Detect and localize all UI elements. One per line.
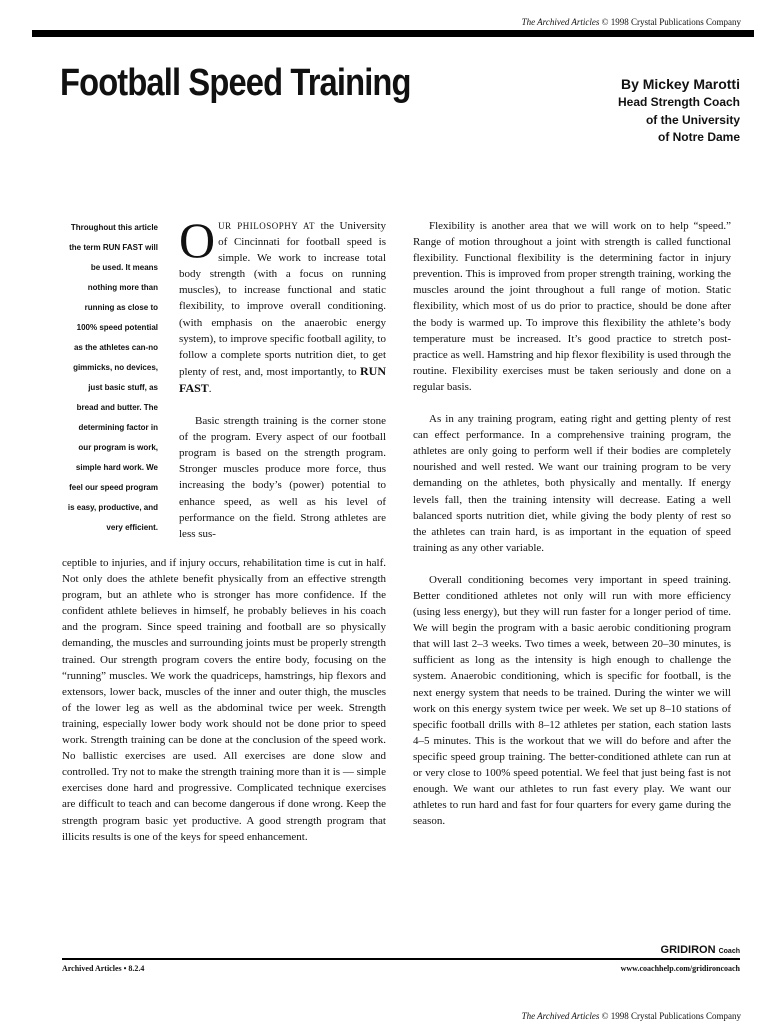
gridiron-coach-logo — [661, 944, 740, 956]
intro-text: the University of Cincinnati for football speed is simple. We work to increase total body strength (with a focus on running muscles), to increase functional and static flexibility, to improve overall conditioning. (with emphasis on the anaerobic energy system), to improve specific football agility, to follow a complete sports nutrition diet, to get plenty of rest, and, most importantly, to — [179, 220, 386, 378]
paragraph-strength-bottom: ceptible to injuries, and if injury occurs, rehabilitation time is cut in half. Not only does the athlete benefit physically from an effective strength program, but an athlete who is stronger has more confidence. If the confident athlete believes in himself, he probably believes in his coach and the program. Since speed training and football are so physically demanding, the muscles and surrounding joints must be properly strength trained. Our strength program covers the entire body, focusing on the “running” muscles. We work the quadriceps, hamstrings, hip flexors and extensors, lower back, muscles of the inner and outer thigh, the muscles of the lower leg as well as the abdominal twice per week. Strength training, especially lower body work should not be done prior to speed work. Strength training can be done at the conclusion of the speed work. No ballistic exercises are used. All exercises are done slow and controlled. Try not to make the strength training more than it is — simple exercises done hard and progressive. Complicated technique exercises are difficult to teach and can become dangerous if done wrong. Keep the strength program basic yet productive. A good strength program that illicits results is one of the keys for speed enhancement. — [62, 557, 386, 843]
article-title: Football Speed Training — [60, 62, 411, 104]
header-credit — [522, 17, 741, 27]
sidebar-line: feel our speed program — [69, 483, 158, 492]
top-rule — [32, 30, 754, 37]
sidebar-line: the term RUN FAST will — [69, 243, 158, 252]
header-publication: The Archived Articles — [521, 17, 600, 27]
footer-page-ref: Archived Articles • 8.2.4 — [62, 964, 145, 973]
paragraph-gap — [413, 556, 731, 572]
column-2 — [413, 218, 731, 829]
sidebar-line: is easy, productive, and — [67, 503, 158, 512]
column-1-bottom — [62, 555, 386, 845]
sidebar-line: be used. It means — [90, 263, 158, 272]
run-fast-emphasis: RUN FAST — [179, 363, 386, 395]
sidebar-line: very efficient. — [106, 523, 158, 532]
column-1-top — [179, 212, 386, 542]
paragraph-gap — [179, 397, 386, 413]
paragraph-conditioning: Overall conditioning becomes very important in speed training. Better conditioned athletes not only will run with more efficiency (using less energy), but they will run faster for a longer period of time. We will begin the program with a basic aerobic conditioning program that will last 2–3 weeks. Two times a week, between 20–30 minutes, is sufficient as long as the intensity is high enough to challenge the system. Anaerobic conditioning, which is specific for football, is the next energy system that needs to be trained. During the winter we will work on this energy system twice per week. We set up 8–10 stations of specific football drills with 8–12 athletes per station, each station lasts 4–5 minutes. This is the workout that we will do before and after the specific speed group training. The better-conditioned athlete can run at or very close to 100% speed potential. We feel that just being fast is not enough. We want our athletes to run fast every play. We want our athletes to run hard and fast for four quarters for every game during the season. — [413, 573, 731, 828]
bottom-copyright: © 1998 Crystal Publications Company — [601, 1011, 741, 1021]
byline-author: By Mickey Marotti — [620, 76, 740, 92]
byline — [618, 74, 740, 147]
sidebar-note — [62, 218, 158, 538]
intro-small-caps: UR PHILOSOPHY AT — [218, 221, 315, 231]
sidebar-line: our program is work, — [78, 443, 158, 452]
sidebar-line: just basic stuff, as — [88, 383, 158, 392]
sidebar-line: nothing more than — [87, 283, 158, 292]
sidebar-line: gimmicks, no devices, — [73, 363, 158, 372]
paragraph-intro — [179, 212, 386, 397]
sidebar-line: simple hard work. We — [75, 463, 158, 472]
byline-role-line: of the University — [645, 112, 740, 127]
footer-url[interactable]: www.coachhelp.com/gridironcoach — [620, 964, 740, 973]
drop-cap: O — [179, 212, 216, 268]
sidebar-line: as the athletes can-no — [73, 343, 158, 352]
sidebar-line: 100% speed potential — [76, 323, 158, 332]
sidebar-line: determining factor in — [78, 423, 158, 432]
logo-sub: Coach — [718, 948, 740, 955]
bottom-credit — [522, 1011, 741, 1021]
sidebar-line: Throughout this article — [70, 223, 158, 232]
paragraph-gap — [413, 395, 731, 411]
paragraph-strength-top: Basic strength training is the corner stone of the program. Every aspect of our football program is based on the strength program. Stronger muscles produce more force, thus increasing the body’s (power) potential to enhance speed, as well as his level of performance on the field. Strong athletes are less sus- — [179, 415, 386, 540]
footer-rule — [62, 958, 740, 960]
paragraph-nutrition: As in any training program, eating right and getting plenty of rest can effect performance. In a comprehensive training program, the athletes are only going to perform well if their bodies are completely nourished and well rested. We want our training program to be very demanding on the athletes, both physically and mentally. If energy levels fall, then the training intensity will decrease. Eating a well balanced sports nutrition diet, while giving the body plenty of rest so the athletes can train hard, is as important in the equation of speed training as any other variable. — [413, 413, 731, 554]
bottom-publication: The Archived Articles — [521, 1011, 600, 1021]
sidebar-line: bread and butter. The — [76, 403, 158, 412]
sidebar-line: running as close to — [84, 303, 158, 312]
byline-role-line: Head Strength Coach — [617, 95, 740, 109]
header-copyright: © 1998 Crystal Publications Company — [601, 17, 741, 27]
byline-role-line: of Notre Dame — [657, 130, 740, 144]
paragraph-flexibility: Flexibility is another area that we will work on to help “speed.” Range of motion throughout a joint with strength is called functional flexibility. Functional flexibility is the determining factor in injury prevention. This is improved from proper strength training, working the muscles around the joint throughout a full range of motion. Static flexibility, which most of us do prior to practice, should be done after the body is warmed up. To improve this flexibility the athlete’s body temperature must be increased. It’s good practice to stretch post-practice as well. Hamstring and hip flexor flexibility is used through the routine. Flexibility exercises must be taken seriously and done on a regular basis. — [413, 220, 731, 393]
intro-end: . — [208, 382, 212, 395]
logo-brand: GRIDIRON — [660, 944, 716, 956]
